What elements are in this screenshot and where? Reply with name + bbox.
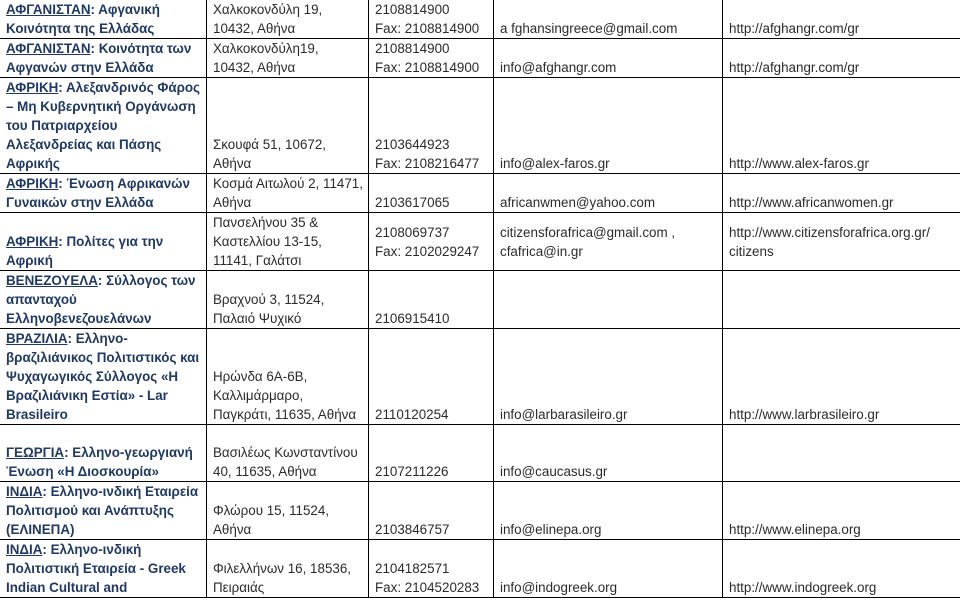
website-cell bbox=[723, 540, 960, 598]
phone: 2110120254 bbox=[375, 405, 488, 424]
address: Χαλκοκονδύλη19, 10432, Αθήνα bbox=[213, 39, 363, 77]
email-cell bbox=[494, 39, 723, 78]
email-link[interactable]: info@afghangr.com bbox=[500, 58, 717, 77]
fax: Fax: 2104520283 bbox=[375, 578, 488, 597]
address-cell bbox=[207, 482, 369, 540]
email-cell bbox=[494, 425, 723, 482]
address-cell bbox=[207, 174, 369, 213]
org-name: Ελληνο-ινδική Πολιτιστική Εταιρεία - Greek Indian Cultural and bbox=[6, 542, 186, 595]
address-cell bbox=[207, 540, 369, 598]
address: Βραχνού 3, 11524, Παλαιό Ψυχικό bbox=[213, 290, 363, 328]
address-cell bbox=[207, 39, 369, 78]
address-cell bbox=[207, 78, 369, 174]
address: Σκουφά 51, 10672, Αθήνα bbox=[213, 135, 363, 173]
website-link[interactable]: http://www.elinepa.org bbox=[729, 520, 955, 539]
phone-cell bbox=[369, 540, 494, 598]
phone-cell bbox=[369, 78, 494, 174]
fax: Fax: 2108814900 bbox=[375, 58, 488, 77]
email-link[interactable]: info@caucasus.gr bbox=[500, 462, 717, 481]
phone: 2106915410 bbox=[375, 309, 488, 328]
phone: 2103644923 bbox=[375, 135, 488, 154]
address: Φιλελλήνων 16, 18536, Πειραιάς bbox=[213, 559, 363, 597]
email-link[interactable]: info@alex-faros.gr bbox=[500, 154, 717, 173]
website-link[interactable]: http://www.africanwomen.gr bbox=[729, 193, 955, 212]
address-cell bbox=[207, 271, 369, 329]
website-link[interactable]: http://www.citizensforafrica.org.gr/ citizens bbox=[729, 223, 955, 261]
phone-cell bbox=[369, 213, 494, 271]
email-cell bbox=[494, 482, 723, 540]
org-country: ΙΝΔΙΑ bbox=[6, 542, 42, 557]
phone: 2103846757 bbox=[375, 520, 488, 539]
organization-cell: ΑΦΓΑΝΙΣΤΑΝ: Αφγανική Κοινότητα της Ελλάδας bbox=[0, 0, 207, 39]
email-cell bbox=[494, 540, 723, 598]
email-link[interactable]: africanwmen@yahoo.com bbox=[500, 193, 717, 212]
address: Φλώρου 15, 11524, Αθήνα bbox=[213, 501, 363, 539]
org-country: ΙΝΔΙΑ bbox=[6, 484, 42, 499]
table-row bbox=[0, 0, 960, 39]
website-cell bbox=[723, 174, 960, 213]
email-cell bbox=[494, 271, 723, 329]
website-link[interactable]: http://afghangr.com/gr bbox=[729, 58, 955, 77]
address: Βασιλέως Κωνσταντίνου 40, 11635, Αθήνα bbox=[213, 443, 363, 481]
table-row bbox=[0, 78, 960, 174]
website-link[interactable]: http://www.alex-faros.gr bbox=[729, 154, 955, 173]
address-cell bbox=[207, 213, 369, 271]
organization-cell: ΑΦΡΙΚΗ: Πολίτες για την Αφρική bbox=[0, 213, 207, 271]
email-cell bbox=[494, 0, 723, 39]
website-cell bbox=[723, 482, 960, 540]
address: Χαλκοκονδύλη 19, 10432, Αθήνα bbox=[213, 0, 363, 38]
org-name: Αφγανική Κοινότητα της Ελλάδας bbox=[6, 2, 160, 36]
phone-cell bbox=[369, 425, 494, 482]
phone: 2107211226 bbox=[375, 462, 488, 481]
org-name: Κοινότητα των Αφγανών στην Ελλάδα bbox=[6, 41, 191, 75]
organization-cell: ΒΡΑΖΙΛΙΑ: Ελληνο-βραζιλιάνικος Πολιτιστικός και Ψυχαγωγικός Σύλλογος «Η Βραζιλιάνικη Εστία» - Lar Brasileiro bbox=[0, 329, 207, 425]
email-link[interactable]: a fghansingreece@gmail.com bbox=[500, 19, 717, 38]
email-cell bbox=[494, 213, 723, 271]
website-link[interactable]: http://www.indogreek.org bbox=[729, 578, 955, 597]
email-cell bbox=[494, 78, 723, 174]
organization-cell: ΑΦΡΙΚΗ: Ένωση Αφρικανών Γυναικών στην Ελλάδα bbox=[0, 174, 207, 213]
phone-cell bbox=[369, 482, 494, 540]
address: Κοσμά Αιτωλού 2, 11471, Αθήνα bbox=[213, 174, 363, 212]
phone-cell bbox=[369, 0, 494, 39]
email-link[interactable]: info@larbarasileiro.gr bbox=[500, 405, 717, 424]
phone: 2108814900 bbox=[375, 39, 488, 58]
table-row bbox=[0, 174, 960, 213]
fax: Fax: 2108216477 bbox=[375, 154, 488, 173]
website-cell bbox=[723, 39, 960, 78]
website-link[interactable]: http://afghangr.com/gr bbox=[729, 19, 955, 38]
organization-cell: ΓΕΩΡΓΙΑ: Ελληνο-γεωργιανή Ένωση «Η Διοσκουρία» bbox=[0, 425, 207, 482]
website-cell bbox=[723, 78, 960, 174]
phone-cell bbox=[369, 39, 494, 78]
organization-cell: ΒΕΝΕΖΟΥΕΛΑ: Σύλλογος των απανταχού Ελληνοβενεζουελάνων bbox=[0, 271, 207, 329]
fax: Fax: 2102029247 bbox=[375, 242, 488, 261]
table-row bbox=[0, 425, 960, 482]
phone: 2108069737 bbox=[375, 223, 488, 242]
table-row bbox=[0, 271, 960, 329]
address: Ηρώνδα 6Α-6Β, Καλλιμάρμαρο, Παγκράτι, 11635, Αθήνα bbox=[213, 367, 363, 424]
website-link[interactable]: http://www.larbrasileiro.gr bbox=[729, 405, 955, 424]
table-row bbox=[0, 213, 960, 271]
phone-cell bbox=[369, 329, 494, 425]
email-link[interactable]: info@elinepa.org bbox=[500, 520, 717, 539]
org-country: ΑΦΡΙΚΗ bbox=[6, 234, 58, 249]
address-cell bbox=[207, 425, 369, 482]
org-name: Ελληνο-γεωργιανή Ένωση «Η Διοσκουρία» bbox=[6, 445, 193, 479]
phone: 2104182571 bbox=[375, 559, 488, 578]
org-country: ΒΡΑΖΙΛΙΑ bbox=[6, 331, 68, 346]
org-country: ΓΕΩΡΓΙΑ bbox=[6, 445, 64, 460]
org-country: ΑΦΡΙΚΗ bbox=[6, 176, 58, 191]
table-row bbox=[0, 329, 960, 425]
email-cell bbox=[494, 174, 723, 213]
phone-cell bbox=[369, 174, 494, 213]
website-cell bbox=[723, 271, 960, 329]
org-name: Ένωση Αφρικανών Γυναικών στην Ελλάδα bbox=[6, 176, 190, 210]
org-name: Ελληνο-βραζιλιάνικος Πολιτιστικός και Ψυχαγωγικός Σύλλογος «Η Βραζιλιάνικη Εστία» - Lar Brasileiro bbox=[6, 331, 199, 422]
phone: 2108814900 bbox=[375, 0, 488, 19]
table-row bbox=[0, 540, 960, 598]
org-country: ΒΕΝΕΖΟΥΕΛΑ bbox=[6, 273, 98, 288]
org-name: Αλεξανδρινός Φάρος – Μη Κυβερνητική Οργάνωση του Πατριαρχείου Αλεξανδρείας και Πάσης Αφρικής bbox=[6, 80, 200, 171]
table-row bbox=[0, 482, 960, 540]
org-name: Ελληνο-ινδική Εταιρεία Πολιτισμού και Ανάπτυξης (ΕΛΙΝΕΠΑ) bbox=[6, 484, 198, 537]
org-country: ΑΦΓΑΝΙΣΤΑΝ bbox=[6, 41, 91, 56]
org-name: Πολίτες για την Αφρική bbox=[6, 234, 163, 268]
organization-cell: ΑΦΡΙΚΗ: Αλεξανδρινός Φάρος – Μη Κυβερνητική Οργάνωση του Πατριαρχείου Αλεξανδρείας και Πάσης Αφρικής bbox=[0, 78, 207, 174]
org-country: ΑΦΓΑΝΙΣΤΑΝ bbox=[6, 2, 91, 17]
website-cell bbox=[723, 0, 960, 39]
organization-cell: ΙΝΔΙΑ: Ελληνο-ινδική Εταιρεία Πολιτισμού και Ανάπτυξης (ΕΛΙΝΕΠΑ) bbox=[0, 482, 207, 540]
website-cell bbox=[723, 425, 960, 482]
phone: 2103617065 bbox=[375, 193, 488, 212]
org-country: ΑΦΡΙΚΗ bbox=[6, 80, 58, 95]
email-link[interactable]: info@indogreek.org bbox=[500, 578, 717, 597]
email-cell bbox=[494, 329, 723, 425]
fax: Fax: 2108814900 bbox=[375, 19, 488, 38]
org-name: Σύλλογος των απανταχού Ελληνοβενεζουελάνων bbox=[6, 273, 196, 326]
website-cell bbox=[723, 213, 960, 271]
organization-cell: ΙΝΔΙΑ: Ελληνο-ινδική Πολιτιστική Εταιρεία - Greek Indian Cultural and bbox=[0, 540, 207, 598]
table-row bbox=[0, 39, 960, 78]
address-cell bbox=[207, 0, 369, 39]
phone-cell bbox=[369, 271, 494, 329]
address-cell bbox=[207, 329, 369, 425]
email-link[interactable]: citizensforafrica@gmail.com , cfafrica@in.gr bbox=[500, 223, 717, 261]
organization-cell: ΑΦΓΑΝΙΣΤΑΝ: Κοινότητα των Αφγανών στην Ελλάδα bbox=[0, 39, 207, 78]
address: Πανσελήνου 35 & Καστελλίου 13-15, 11141, Γαλάτσι bbox=[213, 213, 363, 270]
website-cell bbox=[723, 329, 960, 425]
